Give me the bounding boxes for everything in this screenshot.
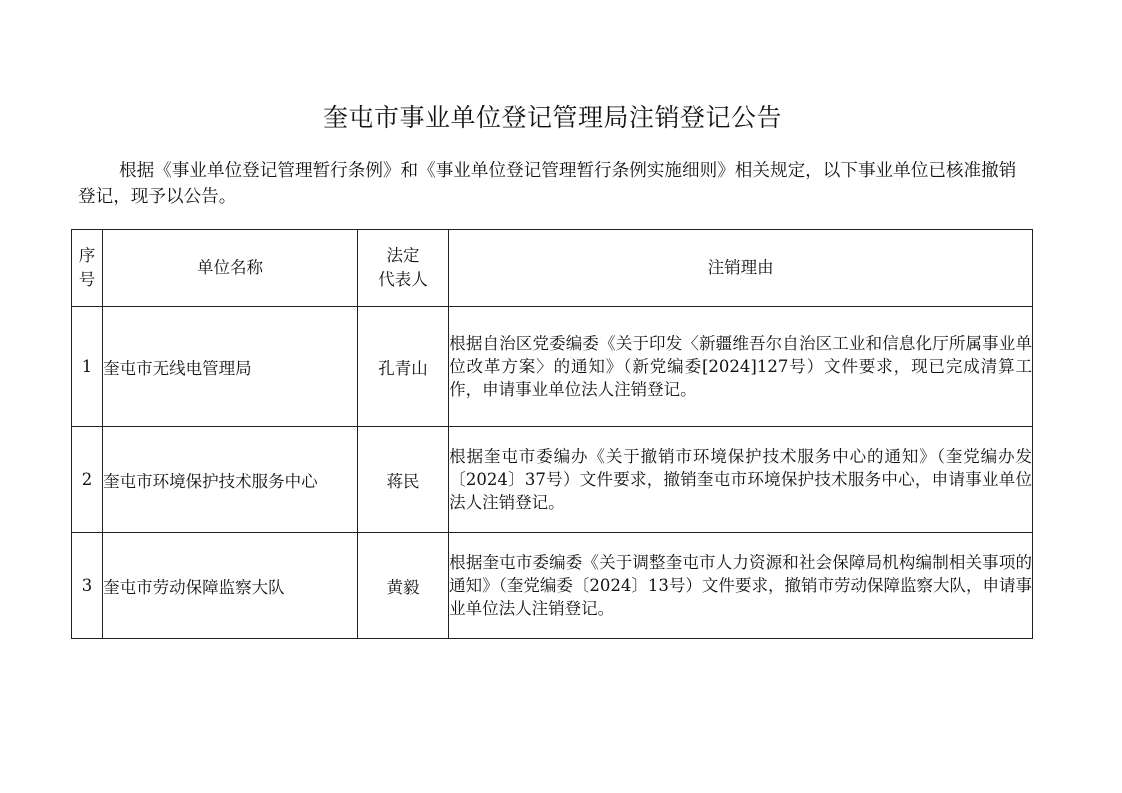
legal-representative: 黄毅 (357, 533, 448, 639)
document-title: 奎屯市事业单位登记管理局注销登记公告 (322, 103, 782, 132)
intro-paragraph (78, 158, 1028, 210)
header-no-line2: 号 (78, 270, 96, 289)
unit-name: 奎屯市环境保护技术服务中心 (103, 427, 358, 533)
unit-name: 奎屯市劳动保障监察大队 (103, 533, 358, 639)
deregistration-table (71, 229, 1033, 639)
table-row (72, 427, 1033, 533)
row-number: 1 (72, 307, 103, 427)
table-header-row (72, 230, 1033, 307)
header-no-line1: 序 (78, 246, 96, 265)
header-reason: 注销理由 (449, 230, 1033, 307)
deregistration-reason: 根据奎屯市委编办《关于撤销市环境保护技术服务中心的通知》（奎党编办发〔2024〕37号）文件要求，撤销奎屯市环境保护技术服务中心，申请事业单位法人注销登记。 (449, 427, 1033, 533)
header-rep-line1: 法定 (386, 246, 420, 265)
legal-representative: 孔青山 (357, 307, 448, 427)
deregistration-reason: 根据自治区党委编委《关于印发〈新疆维吾尔自治区工业和信息化厅所属事业单位改革方案〉的通知》（新党编委[2024]127号）文件要求，现已完成清算工作，申请事业单位法人注销登记。 (449, 307, 1033, 427)
intro-text: 根据《事业单位登记管理暂行条例》和《事业单位登记管理暂行条例实施细则》相关规定，以下事业单位已核准撤销登记，现予以公告。 (78, 161, 1017, 207)
header-name: 单位名称 (103, 230, 358, 307)
header-representative (357, 230, 448, 307)
table-row (72, 307, 1033, 427)
row-number: 2 (72, 427, 103, 533)
unit-name: 奎屯市无线电管理局 (103, 307, 358, 427)
header-no (72, 230, 103, 307)
deregistration-reason: 根据奎屯市委编委《关于调整奎屯市人力资源和社会保障局机构编制相关事项的通知》（奎党编委〔2024〕13号）文件要求，撤销市劳动保障监察大队，申请事业单位法人注销登记。 (449, 533, 1033, 639)
table-row (72, 533, 1033, 639)
row-number: 3 (72, 533, 103, 639)
legal-representative: 蒋民 (357, 427, 448, 533)
header-rep-line2: 代表人 (378, 270, 428, 289)
